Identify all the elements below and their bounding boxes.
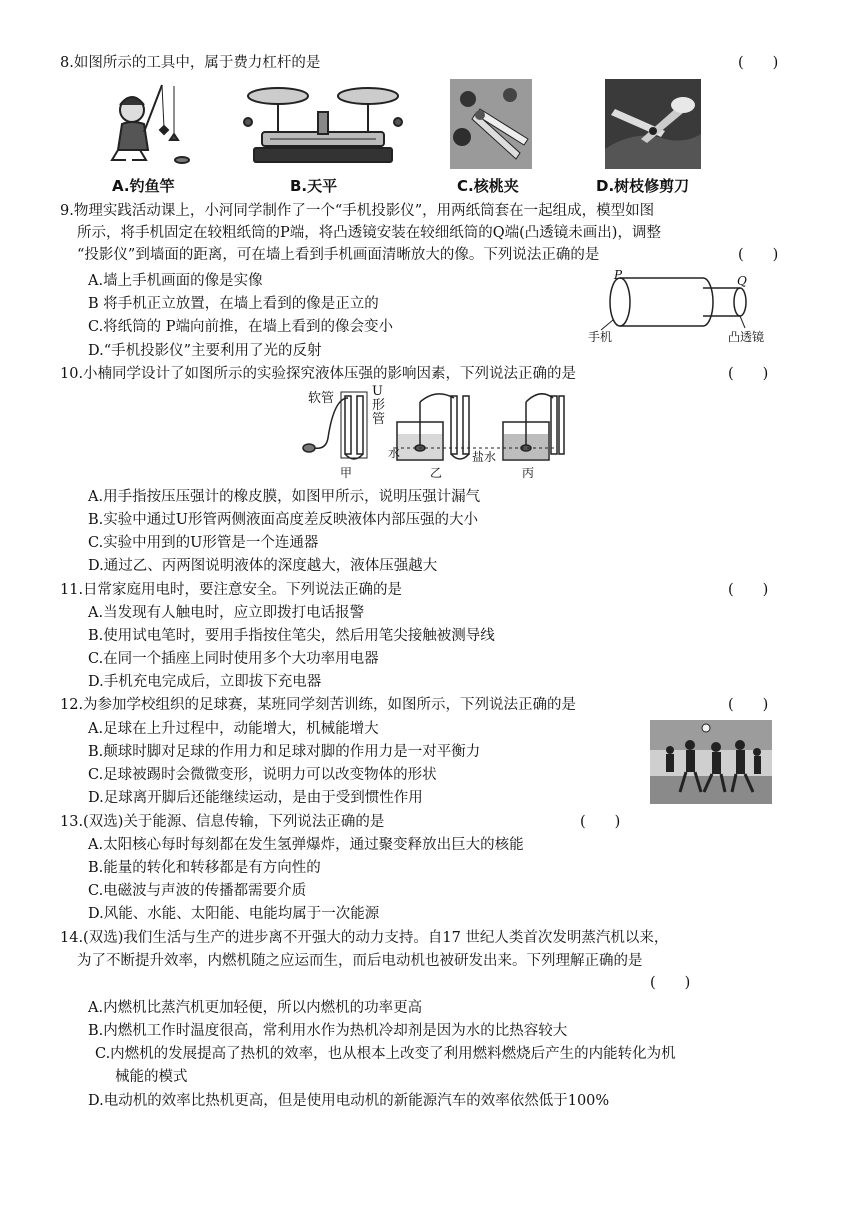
q8-caption-a: A.钓鱼竿 [112,177,175,195]
q14-option-b: B.内燃机工作时温度很高，常利用水作为热机冷却剂是因为水的比热容较大 [88,1023,568,1039]
q9-stem-line3: “投影仪”到墙面的距离，可在墙上看到手机画面清晰放大的像。下列说法正确的是 [77,247,600,263]
q12-stem: 12.为参加学校组织的足球赛，某班同学刻苦训练，如图所示，下列说法正确的是 [60,697,577,713]
q13-option-b: B.能量的转化和转移都是有方向性的 [88,860,321,876]
q9-answer-paren[interactable]: ( ) [738,247,779,263]
q10-label-yi: 乙 [430,466,443,480]
q9-option-d: D.“手机投影仪”主要利用了光的反射 [88,343,322,359]
pruning-shears-image [605,79,701,169]
q9-stem-line1: 9.物理实践活动课上，小河同学制作了一个“手机投影仪”，用两纸筒套在一起组成，模型如图 [60,203,655,219]
q10-option-b: B.实验中通过U形管两侧液面高度差反映液体内部压强的大小 [88,512,478,528]
q11-option-c: C.在同一个插座上同时使用多个大功率用电器 [88,651,379,667]
paper-tubes-drawing [601,278,746,330]
balance-illustration [244,88,402,162]
q10-stem: 10.小楠同学设计了如图所示的实验探究液体压强的影响因素，下列说法正确的是 [60,366,577,382]
q9-option-b: B 将手机正立放置，在墙上看到的像是正立的 [88,296,379,312]
q12-option-a: A.足球在上升过程中，动能增大，机械能增大 [88,721,379,737]
q13-option-d: D.风能、水能、太阳能、电能均属于一次能源 [88,906,380,922]
q12-option-c: C.足球被踢时会微微变形，说明力可以改变物体的形状 [88,767,437,783]
q13-stem: 13.(双选)关于能源、信息传输，下列说法正确的是 [60,814,385,830]
q8-answer-paren[interactable]: ( ) [738,55,779,71]
q9-label-lens: 凸透镜 [728,330,765,344]
q13-option-a: A.太阳核心每时每刻都在发生氢弹爆炸，通过聚变释放出巨大的核能 [88,837,524,853]
q12-answer-paren[interactable]: ( ) [728,697,769,713]
q10-option-d: D.通过乙、丙两图说明液体的深度越大，液体压强越大 [88,558,438,574]
fishing-boy-illustration [112,85,189,163]
q11-option-d: D.手机充电完成后，立即拔下充电器 [88,674,322,690]
q11-option-b: B.使用试电笔时，要用手指按住笔尖，然后用笔尖接触被测导线 [88,628,495,644]
q9-option-a: A.墙上手机画面的像是实像 [88,273,263,289]
q12-option-b: B.颠球时脚对足球的作用力和足球对脚的作用力是一对平衡力 [88,744,481,760]
q9-option-c: C.将纸筒的 P端向前推，在墙上看到的像会变小 [88,319,394,335]
q10-label-hose: 软管 [308,391,335,406]
q11-stem: 11.日常家庭用电时，要注意安全。下列说法正确的是 [60,582,403,598]
q8-caption-c: C.核桃夹 [457,177,519,195]
fishing-rod-image [100,80,200,172]
q10-label-water: 水 [388,446,401,460]
pressure-gauges-drawing [303,392,564,460]
q10-answer-paren[interactable]: ( ) [728,366,769,382]
q9-label-p: P [614,268,623,282]
q10-label-utube: U形管 [372,384,386,427]
balance-image [240,82,405,172]
q14-option-d: D.电动机的效率比热机更高，但是使用电动机的新能源汽车的效率依然低于100% [88,1093,610,1109]
q10-option-c: C.实验中用到的U形管是一个连通器 [88,535,319,551]
q8-caption-d: D.树枝修剪刀 [596,177,690,195]
q9-stem-line2: 所示，将手机固定在较粗纸筒的P端，将凸透镜安装在较细纸筒的Q端(凸透镜未画出)，调整 [77,225,661,241]
nutcracker-image [450,79,532,169]
q14-option-a: A.内燃机比蒸汽机更加轻便，所以内燃机的功率更高 [88,1000,423,1016]
football-training-photo [650,720,772,804]
q14-stem-line1: 14.(双选)我们生活与生产的进步离不开强大的动力支持。自17 世纪人类首次发明蒸汽机以来， [60,930,669,946]
q14-option-c-line2: 械能的模式 [115,1069,188,1085]
q14-option-c-line1: C.内燃机的发展提高了热机的效率，也从根本上改变了利用燃料燃烧后产生的内能转化为机 [95,1046,676,1062]
q13-answer-paren[interactable]: ( ) [580,814,621,830]
q11-answer-paren[interactable]: ( ) [728,582,769,598]
q13-option-c: C.电磁波与声波的传播都需要介质 [88,883,307,899]
q14-answer-paren[interactable]: ( ) [650,975,691,991]
q9-label-phone: 手机 [588,330,613,344]
q9-label-q: Q [737,274,747,288]
q8-caption-b: B.天平 [290,177,338,195]
q10-option-a: A.用手指按压压强计的橡皮膜，如图甲所示，说明压强计漏气 [88,489,481,505]
q10-label-brine: 盐水 [472,450,497,464]
q14-stem-line2: 为了不断提升效率，内燃机随之应运而生，而后电动机也被研发出来。下列理解正确的是 [77,953,643,969]
q10-label-bing: 丙 [522,466,535,480]
q11-option-a: A.当发现有人触电时，应立即拨打电话报警 [88,605,365,621]
q8-stem: 8.如图所示的工具中，属于费力杠杆的是 [60,55,321,71]
q12-option-d: D.足球离开脚后还能继续运动，是由于受到惯性作用 [88,790,423,806]
q10-label-jia: 甲 [340,466,353,480]
